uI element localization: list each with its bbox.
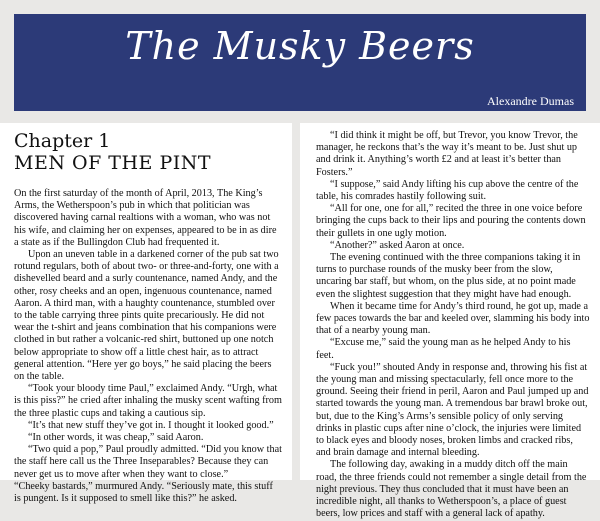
paragraph: “It’s that new stuff they’ve got in. I thought it looked good.” xyxy=(28,419,274,431)
title-banner xyxy=(14,14,586,111)
paragraph: “I suppose,” said Andy lifting his cup above the centre of the table, his comrades hastily following suit. xyxy=(316,178,579,203)
paragraph: “Fuck you!” shouted Andy in response and, throwing his fist at the young man and missing spectacularly, fell once more to the ground. Seeing their friend in peril, Aaron and Paul jumped up and started towards the young man. A tremendous bar brawl broke out, but, due to the King’s Arms’s sensible policy of only serving drinks in plastic cups after nine o’clock, the injuries were limited to black eyes and bloody noses, broken limbs and cracked ribs, and brain damage and internal bleeding. xyxy=(316,361,589,459)
paragraph: “I did think it might be off, but Trevor, you know Trevor, the manager, he reckons that’s the way it’s meant to be. Just shut up and drink it. Anything’s worth £2 and at least it’s better than Fosters.” xyxy=(316,130,578,178)
paragraph: “Cheeky bastards,” murmured Andy. “Seriously mate, this stuff is pungent. Is it supposed to smell like this?” he asked. xyxy=(14,480,273,505)
paragraph: “Excuse me,” said the young man as he helped Andy to his feet. xyxy=(316,337,571,361)
book-title: The Musky Beers xyxy=(125,24,475,68)
paragraph: “All for one, one for all,” recited the three in one voice before bringing the cups back to their lips and pouring the contents down their gullets in one ugly motion. xyxy=(316,203,586,239)
paragraph: “Another?” asked Aaron at once. xyxy=(330,239,465,251)
paragraph: “Two quid a pop,” Paul proudly admitted. “Did you know that the staff here call us the Three Inseparables? Because they can never get us to move after when they want to close.” xyxy=(14,444,282,480)
paragraph: “Took your bloody time Paul,” exclaimed Andy. “Urgh, what is this piss?” he cried after inhaling the musky scent wafting from the three plastic cups and taking a cautious sip. xyxy=(14,383,282,419)
paragraph: Upon an uneven table in a darkened corner of the pub sat two rotund regulars, both of about two- or three-and-forty, one with a dishevelled beard and a surly countenance, named Andy, and the other, rosy cheeks and an open, ingenuous countenance, named Aaron. A third man, with a haughty countenance, stumbled over to the table carrying three pints quite precariously. He did not wear the t-shirt and jeans combination that his companions were clothed in but rather a volcanic-red shirt, buttoned up one notch below appropriate to show off a little chest hair, as to attract general attention. “Here yer go boys,” he said placing the beers on the table. xyxy=(14,249,279,383)
paragraph: When it became time for Andy’s third round, he got up, made a few paces towards the bar and keeled over, slamming his body into that of a nearby young man. xyxy=(316,300,590,337)
paragraph: “In other words, it was cheap,” said Aaron. xyxy=(28,432,204,444)
paragraph: The evening continued with the three companions taking it in turns to purchase rounds of the musky beer from the slow, uncaring bar staff, but whom, on the plus side, at no point made even the slightest suggestion that they might have had enough. xyxy=(316,252,581,300)
chapter-number: Chapter 1 xyxy=(14,130,111,152)
paragraph: On the first saturday of the month of April, 2013, The King’s Arms, the Wetherspoon’s pub in which that politician was discovered having carnal realtions with a woman, who was not his wife, and claiming her on expenses, appeared to be in as dire a state as if the Bullingdon Club had frequented it. xyxy=(14,188,277,248)
right-page xyxy=(300,123,600,520)
author-name: Alexandre Dumas xyxy=(487,94,574,108)
left-page xyxy=(0,123,292,505)
paragraph: The following day, awaking in a muddy ditch off the main road, the three friends could not remember a single detail from the night previous. They thus concluded that it must have been an incredible night, all thanks to Wetherspoon’s, a place of guest beers, low prices and staff with a general lack of apathy. xyxy=(316,459,587,520)
chapter-title: MEN OF THE PINT xyxy=(14,152,212,174)
